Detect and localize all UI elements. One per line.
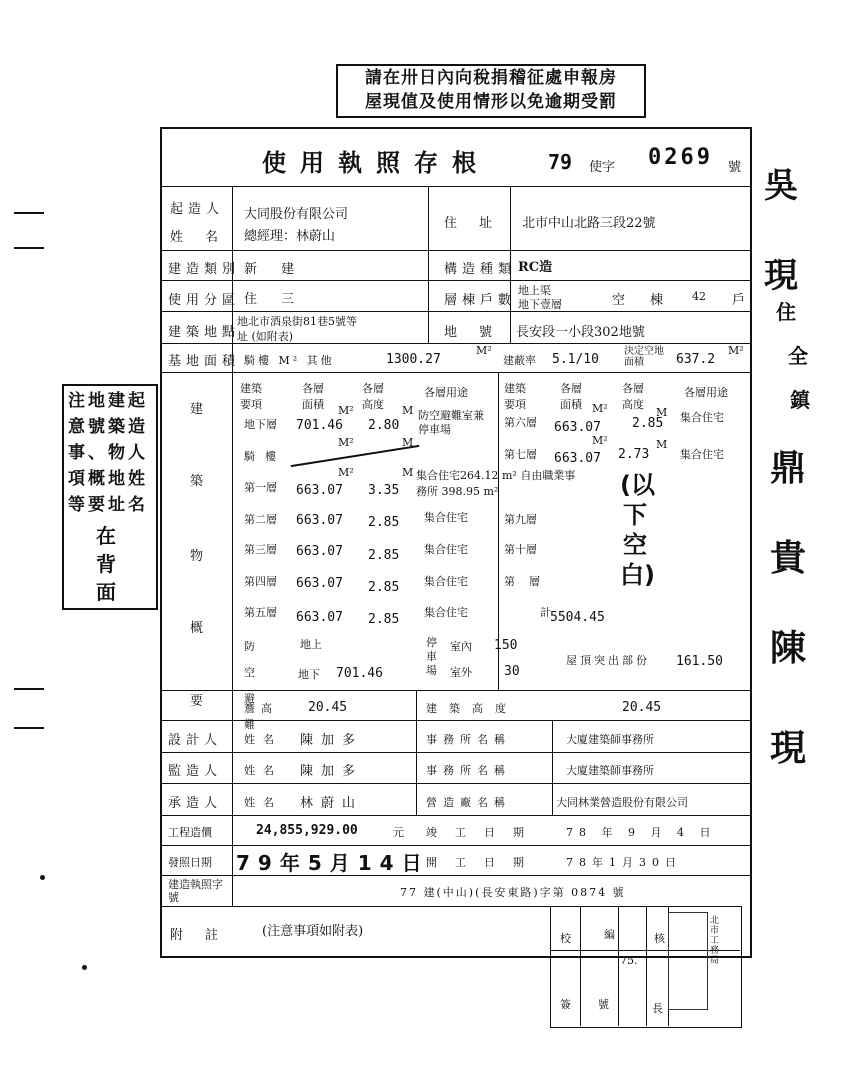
summary-char-4: 概 — [190, 621, 204, 636]
left-floor-2: 第一層 — [244, 481, 277, 494]
summary-char-2: 築 — [190, 474, 204, 489]
side-note-extra: 面 — [96, 580, 116, 604]
hdr-height-right: 各層高度 — [622, 382, 644, 411]
eave-value: 20.45 — [308, 700, 348, 715]
side-note-extra: 在 — [96, 524, 116, 548]
right-use-1: 集合住宅 — [680, 448, 724, 461]
remark-label: 附註 — [170, 928, 241, 943]
side-note-box — [62, 384, 158, 610]
side-note-char: 姓 — [128, 469, 148, 489]
left-area-6: 663.07 — [296, 610, 343, 625]
hdr-area-right: 各層面積 — [560, 382, 582, 411]
side-note-char: 等 — [68, 495, 88, 515]
tax-notice-line2: 屋現值及使用情形以免逾期受罰 — [365, 92, 617, 112]
cost-value: 24,855,929.00 — [256, 823, 358, 838]
side-note-char: 地 — [88, 391, 108, 411]
area-unit: M² — [476, 344, 492, 357]
seal-cell-2: 編 — [604, 928, 615, 941]
start-date: 78年1月30日 — [566, 856, 682, 869]
roof-part-value: 161.50 — [676, 654, 723, 669]
right-area-1: 663.07 — [554, 451, 601, 466]
unit-m-b: M — [402, 436, 414, 449]
category-label: 建造類別 — [168, 262, 241, 277]
left-floor-0: 地下層 — [244, 418, 277, 431]
side-note-char: 要 — [88, 495, 108, 515]
side-note-char: 意 — [68, 417, 88, 437]
left-floor-1: 騎樓 — [244, 450, 286, 463]
side-note-char: 人 — [128, 443, 148, 463]
owner-person: 總經理：林蔚山 — [244, 229, 336, 244]
seal-cell-1: 校 — [560, 932, 571, 945]
lot-label: 地號 — [444, 325, 515, 340]
left-floor-4: 第三層 — [244, 543, 277, 556]
left-use-5: 集合住宅 — [424, 575, 468, 588]
margin-char-6: 鼎 — [770, 448, 807, 489]
left-use-2: 集合住宅264.12 m² 自由職業事務所 398.95 m² — [416, 469, 576, 498]
unit-m2-b: M² — [338, 436, 354, 449]
right-height-1: 2.73 — [618, 447, 650, 462]
seal-cell-4: 核 — [654, 932, 665, 945]
area-label: 基地面積 — [168, 354, 241, 369]
parking-label: 停車場 — [426, 636, 437, 677]
roof-area-label: 決定空地面積 — [624, 346, 664, 368]
area-words: 騎樓 M² 其他 — [244, 354, 335, 367]
unit-m-a: M — [402, 404, 414, 417]
left-use-6: 集合住宅 — [424, 606, 468, 619]
hdr-area-left: 各層面積 — [302, 382, 324, 411]
left-use-4: 集合住宅 — [424, 543, 468, 556]
side-note-char: 地 — [108, 469, 128, 489]
supervisor-name: 陳加多 — [300, 764, 364, 779]
category-value: 新建 — [244, 262, 319, 277]
left-floor-6: 第五層 — [244, 606, 277, 619]
margin-char-7: 貴 — [770, 538, 807, 579]
zone-label: 使用分區 — [168, 293, 241, 308]
hdr-use-right: 各層用途 — [684, 386, 728, 399]
side-note-char: 項 — [68, 469, 88, 489]
margin-char-8: 陳 — [770, 628, 807, 669]
parking-out-label: 室外 — [450, 666, 472, 679]
cost-unit: 元 — [393, 826, 404, 839]
margin-char-5: 鎮 — [790, 388, 810, 412]
right-floor-1: 第七層 — [504, 448, 537, 461]
right-floor-6: 計 — [540, 606, 551, 619]
site-line1: 地北市酒泉街81巷5號等 — [237, 315, 357, 328]
designer-label: 設計人 — [168, 733, 223, 748]
official-stamp-text: 北市工務局 — [710, 916, 720, 966]
margin-char-4: 全 — [788, 344, 808, 368]
right-floor-4: 第十層 — [504, 543, 537, 556]
summary-char-1: 建 — [190, 402, 204, 417]
right-floor-3: 第九層 — [504, 513, 537, 526]
owner-label: 起造人 — [170, 202, 225, 217]
structure-label: 構造種類 — [444, 262, 517, 277]
side-note-char: 造 — [128, 417, 148, 437]
building-height-value: 20.45 — [622, 700, 662, 715]
area-value: 1300.27 — [386, 352, 441, 367]
shelter-down: 地下 — [298, 668, 320, 681]
hdr-height-left: 各層高度 — [362, 382, 384, 411]
zone-value: 住三 — [244, 292, 319, 307]
right-use-0: 集合住宅 — [680, 411, 724, 424]
contractor-label: 承造人 — [168, 796, 223, 811]
designer-office: 大廈建築師事務所 — [566, 733, 654, 746]
hdr-item-right: 建築要項 — [504, 382, 526, 411]
side-note-char: 名 — [128, 495, 148, 515]
unit-m-c: M — [402, 466, 414, 479]
margin-char-3: 住 — [776, 300, 796, 324]
tax-notice-stamp — [336, 64, 646, 118]
shelter-label: 防空避難 — [244, 640, 261, 731]
unit-m2-d: M² — [592, 402, 608, 415]
left-height-0: 2.80 — [368, 418, 400, 433]
left-area-5: 663.07 — [296, 576, 343, 591]
unit-m2-c: M² — [338, 466, 354, 479]
side-note-char: 概 — [88, 469, 108, 489]
lot-value: 長安段一小段302地號 — [516, 325, 645, 340]
supervisor-name-label: 姓名 — [244, 764, 282, 777]
unit-m-e: M — [656, 438, 668, 451]
tax-notice-line1: 請在卅日內向稅捐稽征處申報房 — [365, 68, 617, 88]
seal-cell-7: 75. — [620, 954, 638, 967]
shelter-value: 701.46 — [336, 666, 383, 681]
structure-value: RC造 — [518, 260, 553, 275]
left-use-0: 防空避難室兼停車場 — [418, 409, 484, 436]
contractor-firm: 大同林業營造股份有限公司 — [556, 796, 688, 809]
cost-label: 工程造價 — [168, 826, 212, 839]
side-note-char: 事 — [68, 443, 88, 463]
left-height-3: 2.85 — [368, 515, 400, 530]
remark-value: (注意事項如附表) — [262, 924, 364, 939]
roof-area-unit: M² — [728, 344, 744, 357]
owner-address: 北市中山北路三段22號 — [522, 216, 656, 231]
permit-number: 0269 — [648, 145, 713, 170]
margin-char-9: 現 — [770, 728, 807, 769]
building-height-label: 建築高度 — [426, 702, 518, 715]
contractor-name-label: 姓名 — [244, 796, 282, 809]
summary-char-5: 要 — [190, 694, 204, 709]
total-area: 5504.45 — [550, 610, 605, 625]
left-height-5: 2.85 — [368, 580, 400, 595]
left-floor-3: 第二層 — [244, 513, 277, 526]
designer-name-label: 姓名 — [244, 733, 282, 746]
permit-word: 使字 — [589, 160, 616, 175]
side-note-char: 起 — [128, 391, 148, 411]
owner-name-label: 姓名 — [170, 230, 241, 245]
floors-label: 層棟戶數 — [444, 293, 517, 308]
right-area-0: 663.07 — [554, 420, 601, 435]
eave-label: 簷高 — [244, 702, 278, 715]
blank-below-note: (以下空白) — [620, 471, 655, 589]
units-word: 棟 — [650, 293, 664, 308]
margin-char-1: 吳 — [764, 166, 798, 206]
complete-label: 竣工日期 — [426, 826, 542, 839]
floors-empty: 空 — [612, 293, 626, 308]
side-note-extra: 背 — [96, 552, 116, 576]
left-floor-5: 第四層 — [244, 575, 277, 588]
parking-in-value: 150 — [494, 638, 518, 653]
designer-name: 陳加多 — [300, 733, 364, 748]
complete-date: 78 年 9 月 4 日 — [566, 826, 717, 839]
side-note-char: 號 — [88, 417, 108, 437]
issue-label: 發照日期 — [168, 856, 212, 869]
side-note-char: 建 — [108, 391, 128, 411]
build-permit-value: 77 建(中山)(長安東路)字第 0874 號 — [400, 886, 626, 899]
units-count: 42 — [692, 290, 706, 303]
right-floor-0: 第六層 — [504, 416, 537, 429]
site-line2: 址 (如附表) — [237, 330, 294, 343]
parking-out-value: 30 — [504, 664, 520, 679]
floors-above: 地上渠 — [518, 284, 551, 297]
floors-below: 地下壹層 — [518, 298, 562, 311]
contractor-firm-label: 營造廠名稱 — [426, 796, 511, 809]
right-height-0: 2.85 — [632, 416, 664, 431]
seal-cell-8: 長 — [652, 1002, 663, 1015]
supervisor-label: 監造人 — [168, 764, 223, 779]
contractor-name: 林蔚山 — [300, 796, 364, 811]
roof-part-label: 屋頂突出部份 — [566, 654, 650, 667]
seal-cell-5: 簽 — [560, 998, 571, 1011]
official-seal-stamp — [668, 912, 708, 1010]
address-label: 住址 — [444, 216, 515, 231]
left-use-3: 集合住宅 — [424, 511, 468, 524]
margin-char-2: 現 — [764, 256, 798, 296]
unit-m-d: M — [656, 406, 668, 419]
left-height-4: 2.85 — [368, 548, 400, 563]
left-area-0: 701.46 — [296, 418, 343, 433]
left-area-2: 663.07 — [296, 483, 343, 498]
coverage-value: 5.1/10 — [552, 352, 599, 367]
roof-area-value: 637.2 — [676, 352, 716, 367]
side-note-char: 址 — [108, 495, 128, 515]
side-note-char: 注 — [68, 391, 88, 411]
parking-in-label: 室內 — [450, 640, 472, 653]
unit-m2-a: M² — [338, 404, 354, 417]
coverage-label: 建蔽率 — [503, 354, 536, 367]
page-title: 使用執照存根 — [262, 148, 490, 177]
side-note-char: 物 — [108, 443, 128, 463]
supervisor-office-label: 事務所名稱 — [426, 764, 511, 777]
shelter-up: 地上 — [300, 638, 322, 651]
unit-m2-e: M² — [592, 434, 608, 447]
left-area-3: 663.07 — [296, 513, 343, 528]
hdr-item-left: 建築要項 — [240, 382, 262, 411]
left-height-2: 3.35 — [368, 483, 400, 498]
build-permit-label: 建造執照字號 — [168, 878, 223, 904]
summary-char-3: 物 — [190, 549, 204, 564]
side-note-char: 築 — [108, 417, 128, 437]
units-suffix: 戶 — [732, 293, 746, 308]
hdr-use-left: 各層用途 — [424, 386, 468, 399]
permit-suffix: 號 — [728, 160, 742, 175]
start-label: 開工日期 — [426, 856, 542, 869]
permit-year: 79 — [548, 150, 573, 174]
side-note-char: 、 — [88, 443, 108, 463]
site-label: 建築地點 — [168, 325, 241, 340]
designer-office-label: 事務所名稱 — [426, 733, 511, 746]
left-area-4: 663.07 — [296, 544, 343, 559]
issue-date: 79年5月14日 — [236, 851, 430, 875]
right-floor-5: 第層 — [504, 575, 554, 588]
seal-cell-6: 號 — [598, 998, 609, 1011]
supervisor-office: 大廈建築師事務所 — [566, 764, 654, 777]
left-height-6: 2.85 — [368, 612, 400, 627]
owner-company: 大同股份有限公司 — [244, 207, 349, 222]
